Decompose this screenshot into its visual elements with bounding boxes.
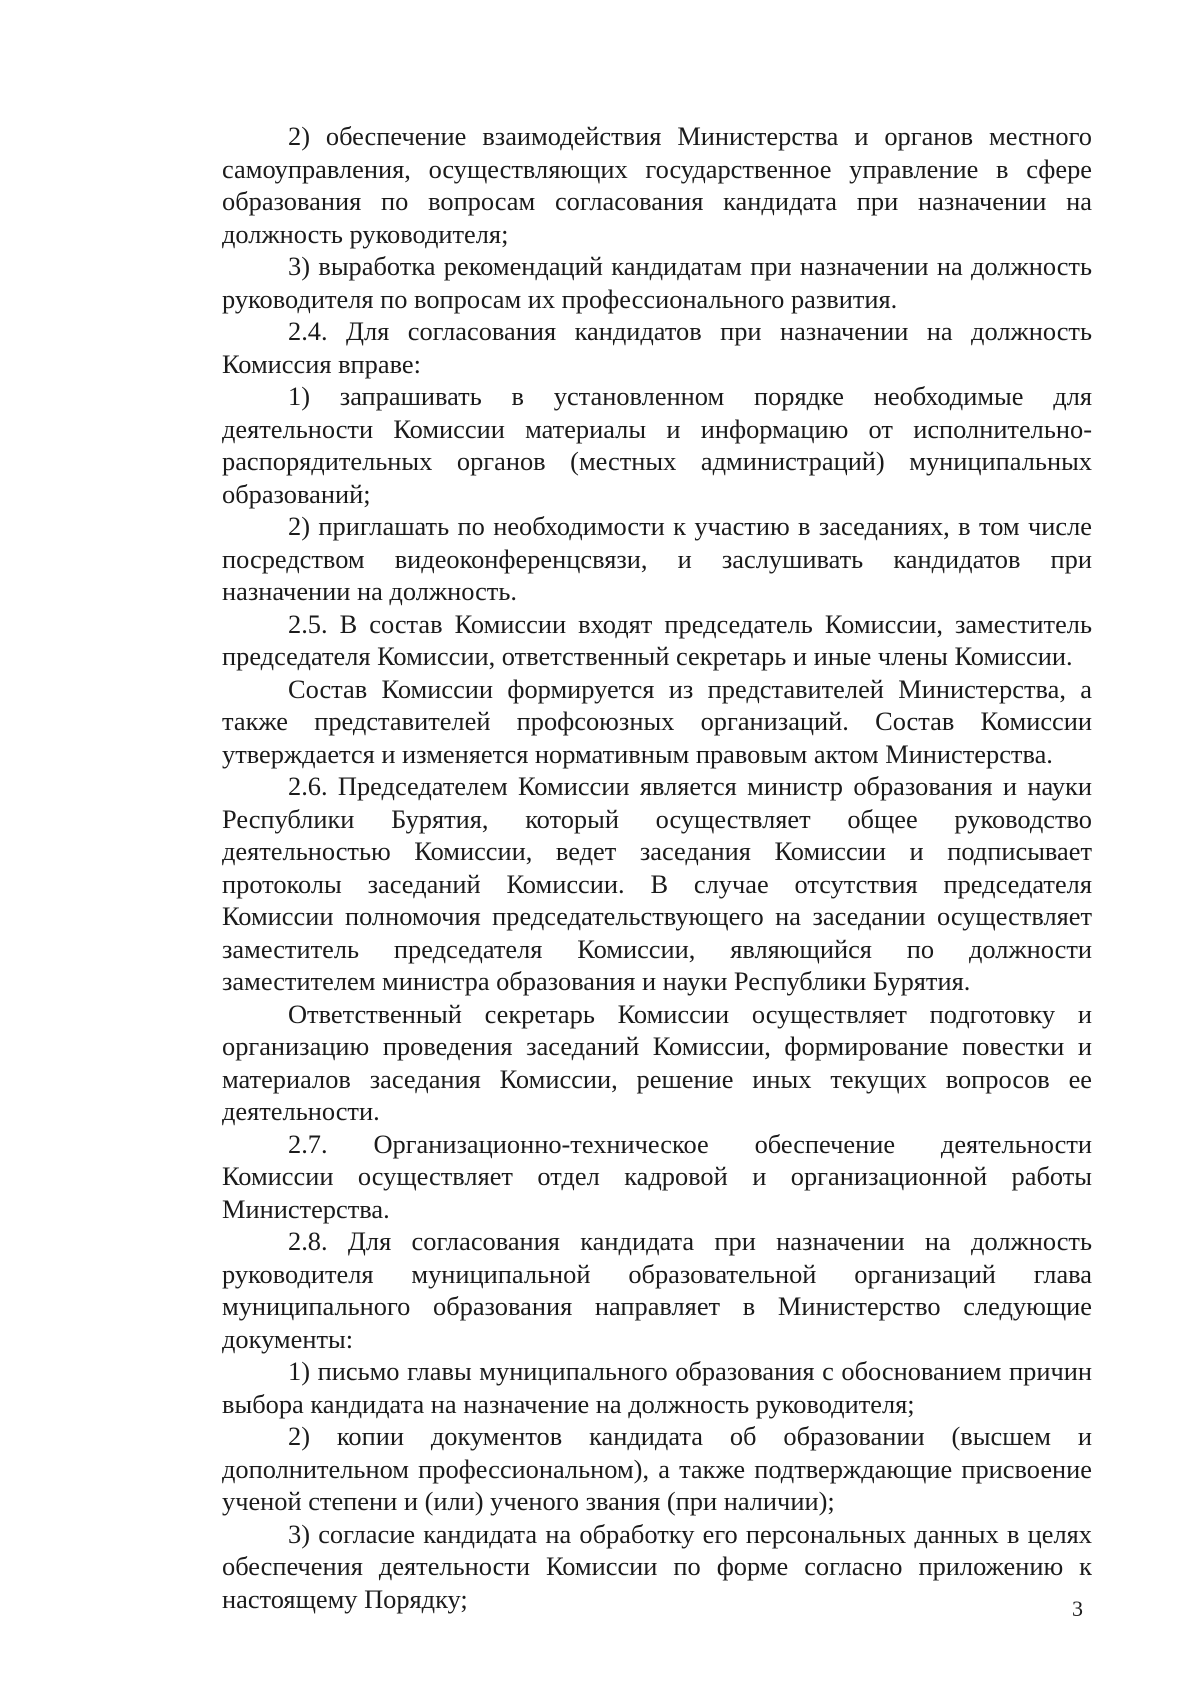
paragraph-doc-2: 2) копии документов кандидата об образовании (высшем и дополнительном профессиональном), а также подтверждающие присвоение ученой степени и (или) ученого звания (при наличии); — [222, 1421, 1092, 1516]
paragraph-item-2: 2) обеспечение взаимодействия Министерства и органов местного самоуправления, осуществляющих государственное управление в сфере образования по вопросам согласования кандидата при назначении на должность руководителя; — [222, 121, 1092, 249]
paragraph-2-8: 2.8. Для согласования кандидата при назначении на должность руководителя муниципальной образовательной организаций глава муниципального образования направляет в Министерство следующие документы: — [222, 1226, 1092, 1354]
paragraph-2-7: 2.7. Организационно-техническое обеспечение деятельности Комиссии осуществляет отдел кадровой и организационной работы Министерства. — [222, 1128, 1092, 1224]
page-number: 3 — [1072, 1596, 1083, 1621]
paragraph-item-3: 3) выработка рекомендаций кандидатам при назначении на должность руководителя по вопросам их профессионального развития. — [222, 251, 1092, 314]
document-body — [222, 120, 1092, 1615]
paragraph-composition: Состав Комиссии формируется из представителей Министерства, а также представителей профсоюзных организаций. Состав Комиссии утверждается и изменяется нормативным правовым актом Министерства. — [222, 673, 1092, 769]
paragraph-2-4: 2.4. Для согласования кандидатов при назначении на должность Комиссия вправе: — [222, 316, 1092, 379]
paragraph-right-2: 2) приглашать по необходимости к участию в заседаниях, в том числе посредством видеоконференцсвязи, и заслушивать кандидатов при назначении на должность. — [222, 511, 1092, 606]
paragraph-2-6: 2.6. Председателем Комиссии является министр образования и науки Республики Бурятия, который осуществляет общее руководство деятельностью Комиссии, ведет заседания Комиссии и подписывает протоколы заседаний Комиссии. В случае отсутствия председателя Комиссии полномочия председательствующего на заседании осуществляет заместитель председателя Комиссии, являющийся по должности заместителем министра образования и науки Республики Бурятия. — [222, 771, 1092, 996]
paragraph-right-1: 1) запрашивать в установленном порядке необходимые для деятельности Комиссии материалы и информацию от исполнительно-распорядительных органов (местных администраций) муниципальных образований; — [222, 381, 1092, 509]
paragraph-doc-1: 1) письмо главы муниципального образования с обоснованием причин выбора кандидата на назначение на должность руководителя; — [222, 1356, 1092, 1419]
paragraph-secretary: Ответственный секретарь Комиссии осуществляет подготовку и организацию проведения заседаний Комиссии, формирование повестки и материалов заседания Комиссии, решение иных текущих вопросов ее деятельности. — [222, 998, 1092, 1126]
paragraph-doc-3: 3) согласие кандидата на обработку его персональных данных в целях обеспечения деятельности Комиссии по форме согласно приложению к настоящему Порядку; — [222, 1518, 1092, 1614]
paragraph-2-5: 2.5. В состав Комиссии входят председатель Комиссии, заместитель председателя Комиссии, ответственный секретарь и иные члены Комиссии. — [222, 608, 1092, 671]
